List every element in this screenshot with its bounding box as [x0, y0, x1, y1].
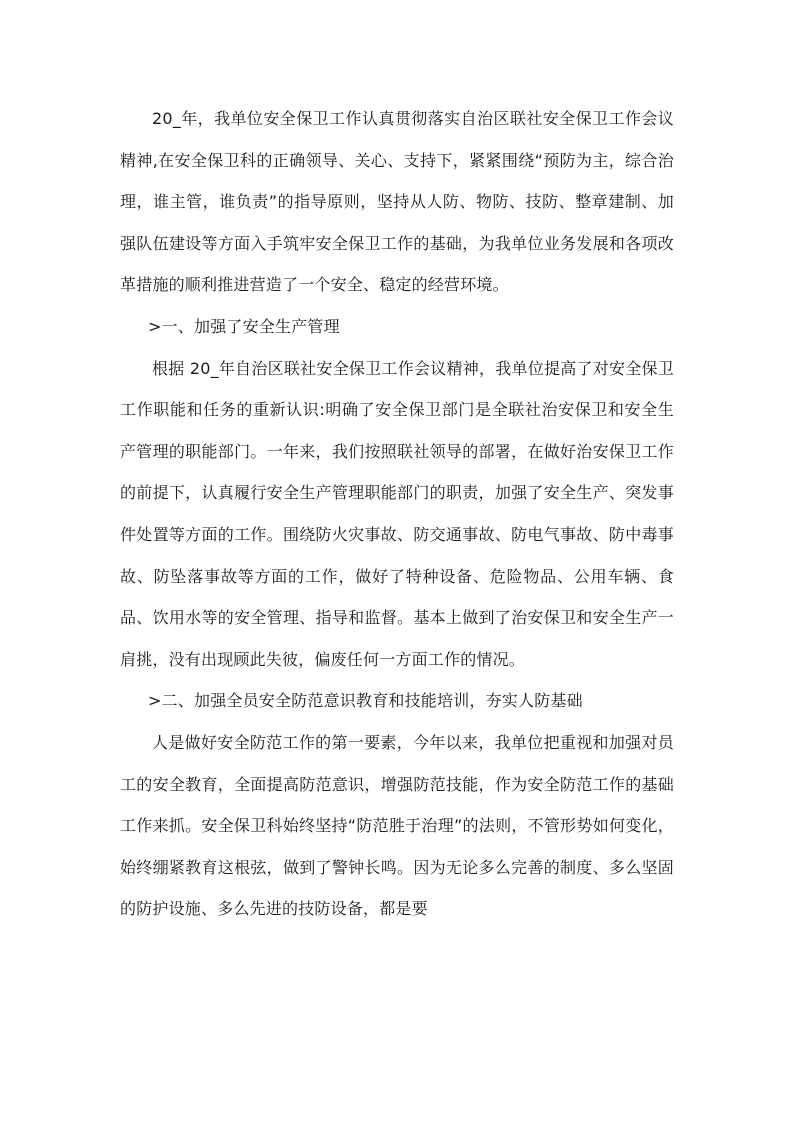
document-page	[120, 98, 674, 930]
section-1-heading: >一、加强了安全生产管理	[148, 316, 340, 336]
section-2-body: 人是做好安全防范工作的第一要素，今年以来，我单位把重视和加强对员工的安全教育，全面提高防范意识，增强防范技能，作为安全防范工作的基础工作来抓。安全保卫科始终坚持“防范胜于治理”的法则，不管形势如何变化，始终绷紧教育这根弦，做到了警钟长鸣。因为无论多么完善的制度、多么坚固的防护设施、多么先进的技防设备，都是要	[120, 732, 674, 919]
section-2-heading: >二、加强全员安全防范意识教育和技能培训，夯实人防基础	[148, 691, 583, 711]
intro-paragraph: 20_年，我单位安全保卫工作认真贯彻落实自治区联社安全保卫工作会议精神,在安全保卫科的正确领导、关心、支持下，紧紧围绕“预防为主，综合治理，谁主管，谁负责”的指导原则，坚持从人防、物防、技防、整章建制、加强队伍建设等方面入手筑牢安全保卫工作的基础，为我单位业务发展和各项改革措施的顺利推进营造了一个安全、稳定的经营环境。	[120, 109, 674, 295]
section-1-body: 根据 20_年自治区联社安全保卫工作会议精神，我单位提高了对安全保卫工作职能和任务的重新认识:明确了安全保卫部门是全联社治安保卫和安全生产管理的职能部门。一年来，我们按照联社领导的部署，在做好治安保卫工作的前提下，认真履行安全生产管理职能部门的职责，加强了安全生产、突发事件处置等方面的工作。围绕防火灾事故、防交通事故、防电气事故、防中毒事故、防坠落事故等方面的工作，做好了特种设备、危险物品、公用车辆、食品、饮用水等的安全管理、指导和监督。基本上做到了治安保卫和安全生产一肩挑，没有出现顾此失彼，偏废任何一方面工作的情况。	[120, 358, 674, 669]
